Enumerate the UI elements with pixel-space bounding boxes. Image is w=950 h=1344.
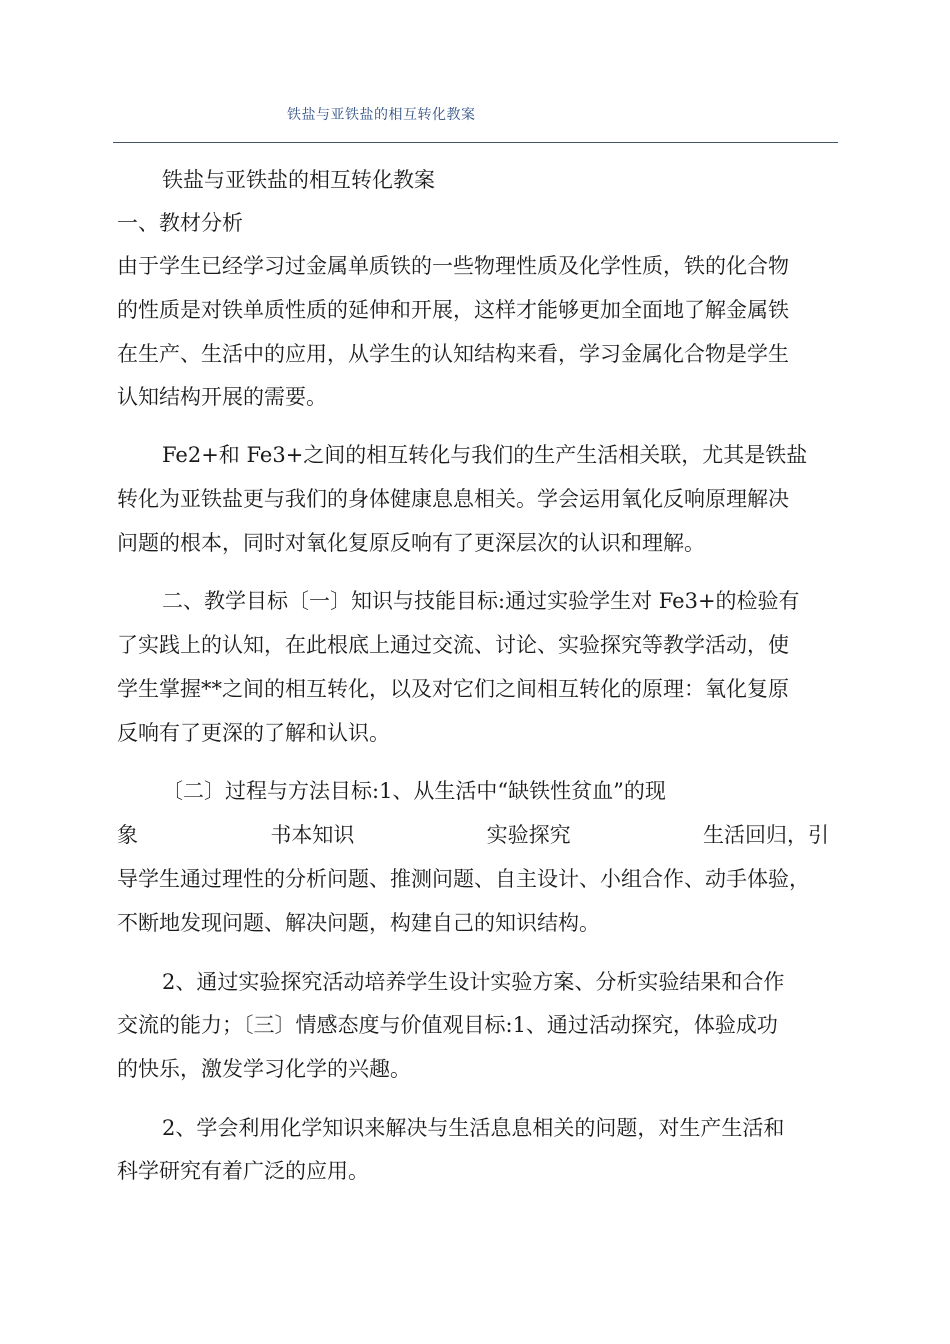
header-divider	[113, 142, 838, 143]
paragraph-line: 的快乐，激发学习化学的兴趣。	[117, 1057, 411, 1081]
spread-word: 生活回归，引	[702, 823, 829, 847]
spread-word: 象	[117, 823, 138, 847]
paragraph-line: 由于学生已经学习过金属单质铁的一些物理性质及化学性质，铁的化合物	[117, 254, 789, 278]
paragraph-line: 认知结构开展的需要。	[117, 385, 327, 409]
paragraph-line: 2、学会利用化学知识来解决与生活息息相关的问题，对生产生活和	[162, 1116, 785, 1140]
spread-word: 书本知识	[270, 823, 355, 847]
paragraph-line: 反响有了更深的了解和认识。	[117, 721, 390, 745]
paragraph-line: 〔二〕过程与方法目标:1、从生活中“缺铁性贫血”的现	[162, 779, 666, 803]
spread-word: 实验探究	[486, 823, 571, 847]
paragraph-line: 转化为亚铁盐更与我们的身体健康息息相关。学会运用氧化反响原理解决	[117, 487, 789, 511]
paragraph-line: 问题的根本，同时对氧化复原反响有了更深层次的认识和理解。	[117, 531, 705, 555]
paragraph-line: 导学生通过理性的分析问题、推测问题、自主设计、小组合作、动手体验，	[117, 867, 810, 891]
running-header: 铁盐与亚铁盐的相互转化教案	[287, 107, 476, 123]
document-title: 铁盐与亚铁盐的相互转化教案	[162, 168, 435, 192]
paragraph-line: 不断地发现问题、解决问题，构建自己的知识结构。	[117, 911, 600, 935]
section-heading: 一、教材分析	[117, 211, 243, 235]
spread-line	[117, 825, 829, 846]
paragraph-line: 2、通过实验探究活动培养学生设计实验方案、分析实验结果和合作	[162, 970, 785, 994]
paragraph-line: 交流的能力；〔三〕情感态度与价值观目标:1、通过活动探究，体验成功	[117, 1013, 778, 1037]
paragraph-line: 了实践上的认知，在此根底上通过交流、讨论、实验探究等教学活动，使	[117, 633, 789, 657]
paragraph-line: 的性质是对铁单质性质的延伸和开展，这样才能够更加全面地了解金属铁	[117, 298, 789, 322]
paragraph-line: 二、教学目标〔一〕知识与技能目标:通过实验学生对 Fe3+的检验有	[162, 589, 800, 613]
paragraph-line: 学生掌握**之间的相互转化，以及对它们之间相互转化的原理：氧化复原	[117, 677, 789, 701]
paragraph-line: 科学研究有着广泛的应用。	[117, 1159, 369, 1183]
paragraph-line: 在生产、生活中的应用，从学生的认知结构来看，学习金属化合物是学生	[117, 342, 789, 366]
paragraph-line: Fe2+和 Fe3+之间的相互转化与我们的生产生活相关联，尤其是铁盐	[162, 443, 808, 467]
